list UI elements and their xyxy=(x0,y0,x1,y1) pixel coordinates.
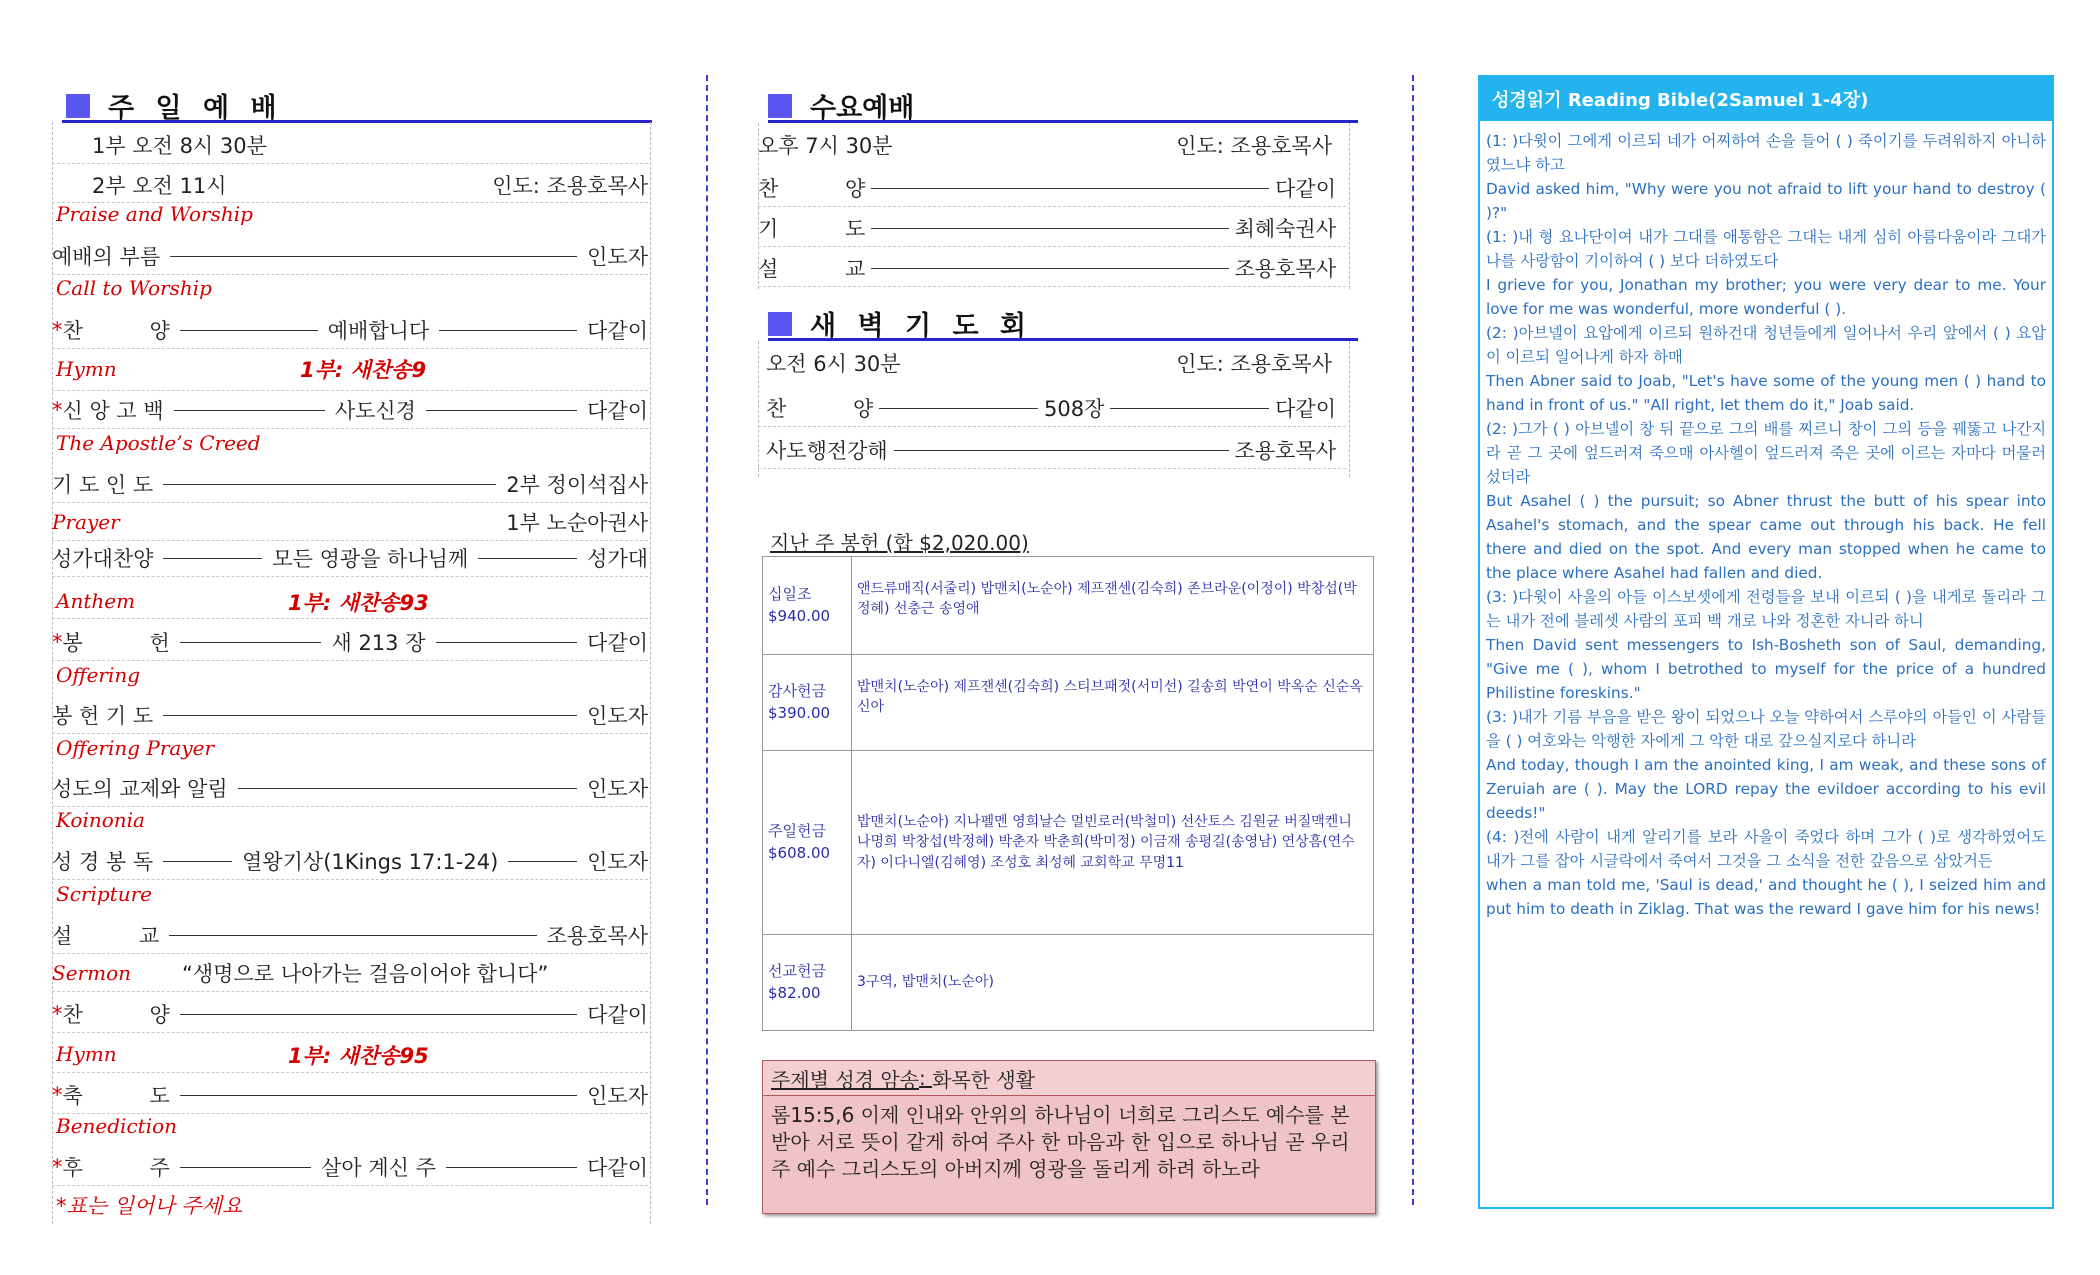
order-sermon: 설 교 조용호목사 xyxy=(52,917,648,954)
wed-row-sermon: 설 교 조용호목사 xyxy=(758,250,1346,287)
table-row: 주일헌금 $608.00 밥맨치(노순아) 지나펠멘 영희날슨 멀빈로러(박철미) 선산토스 김원균 버질맥켄니 나명희 박창섭(박정혜) 박춘자 박춘희(박미정) 이금재 송평길(송영남) 연상흠(연수자) 이다니엘(김혜영) 조성호 최성혜 교회학교 무명11 xyxy=(763,751,1374,935)
bible-paragraph: But Asahel ( ) the pursuit; so Abner thrust the butt of his spear into Asahel's stomach, and the spear came out through his back. He fell there and died on the spot. And every man stopped when he came to the place where Asahel had fallen and died. xyxy=(1486,492,2046,582)
dawn-row-acts: 사도행전강해 조용호목사 xyxy=(758,432,1346,469)
order-hymn-1: * 찬 양 예배합니다 다같이 xyxy=(52,312,648,349)
table-row: 감사헌금 $390.00 밥맨치(노순아) 제프잰센(김숙희) 스티브패젓(서미선) 길송희 박연이 박옥순 신순옥 신아 xyxy=(763,655,1374,751)
wed-row-hymn: 찬 양 다같이 xyxy=(758,170,1346,207)
order-prayer: 기 도 인 도 2부 정이석집사 xyxy=(52,466,648,503)
order-offering: * 봉 헌 새 213 장 다같이 xyxy=(52,624,648,661)
memory-verse-header: 주제별 성경 암송 : 화목한 생활 xyxy=(763,1061,1375,1096)
bible-paragraph: (3: )내가 기름 부음을 받은 왕이 되었으나 오늘 약하여서 스루야의 아들인 이 사람들을 ( ) 여호와는 악행한 자에게 그 악한 대로 갚으실지로다 하니라 xyxy=(1486,708,2046,750)
square-bullet-icon xyxy=(768,312,792,336)
eng-call-to-worship: Call to Worship xyxy=(56,276,212,300)
memory-verse-box xyxy=(762,1060,1376,1214)
bible-paragraph: (2: )그가 ( ) 아브넬이 창 뒤 끝으로 그의 배를 찌르니 창이 그의 등을 꿰뚫고 나간지라 곧 그 곳에 엎드러져 죽으매 아사헬이 엎드러져 죽은 곳에 이르는 자마다 머물러 섰더라 xyxy=(1486,420,2046,486)
table-row: 선교헌금 $82.00 3구역, 밥맨치(노순아) xyxy=(763,935,1374,1031)
bible-paragraph: Then David sent messengers to Ish-Bosheth son of Saul, demanding, "Give me ( ), whom I betrothed to myself for the price of a hundred Philistine foreskins." xyxy=(1486,636,2046,702)
order-koinonia: 성도의 교제와 알림 인도자 xyxy=(52,770,648,807)
stand-footnote: *표는 일어나 주세요 xyxy=(56,1194,243,1218)
bible-paragraph: when a man told me, 'Saul is dead,' and thought he ( ), I seized him and put him to death in Ziklag. That was the reward I gave him for his news! xyxy=(1486,876,2046,918)
table-row: 십일조 $940.00 앤드류매직(서줄리) 밥맨치(노순아) 제프잰센(김숙희) 존브라운(이정이) 박창섭(박정혜) 선충근 송영애 xyxy=(763,557,1374,655)
offering-title: 지난 주 봉헌 (합 $2,020.00) xyxy=(770,531,1029,555)
bible-paragraph: And today, though I am the anointed king, I am weak, and these sons of Zeruiah are ( ). May the LORD repay the evildoer according to his evil deeds!" xyxy=(1486,756,2046,822)
dawn-title: 새 벽 기 도 회 xyxy=(768,304,1032,343)
sunday-title: 주 일 예 배 xyxy=(66,86,283,125)
memory-verse-text: 롬15:5,6 이제 인내와 안위의 하나님이 너희로 그리스도 예수를 본받아 서로 뜻이 같게 하여 주사 한 마음과 한 입으로 하나님 곧 우리 주 예수 그리스도의 아버지께 영광을 돌리게 하려 하노라 xyxy=(771,1103,1350,1181)
hymn-1-note: 1부: 새찬송9 xyxy=(300,358,427,382)
dawn-row-time: 오전 6시 30분 인도: 조용호목사 xyxy=(766,352,1332,376)
order-postlude: * 후 주 살아 계신 주 다같이 xyxy=(52,1149,648,1186)
wed-row-time: 오후 7시 30분 인도: 조용호목사 xyxy=(758,134,1332,158)
bible-paragraph: (3: )다윗이 사울의 아들 이스보셋에게 전령들을 보내 이르되 ( )을 내게로 돌리라 그는 내가 전에 블레셋 사람의 포피 백 개로 나와 정혼한 자니라 하니 xyxy=(1486,588,2046,630)
service-time-1: 1부 오전 8시 30분 xyxy=(52,127,648,164)
order-creed: * 신 앙 고 백 사도신경 다같이 xyxy=(52,392,648,429)
wednesday-title: 수요예배 xyxy=(768,86,914,125)
order-anthem: 성가대찬양 모든 영광을 하나님께 성가대 xyxy=(52,540,648,577)
bible-paragraph: (1: )다윗이 그에게 이르되 네가 어찌하여 손을 들어 ( ) 죽이기를 두려워하지 아니하였느냐 하고 xyxy=(1486,132,2046,174)
anthem-note: 1부: 새찬송93 xyxy=(288,591,429,615)
bible-paragraph: I grieve for you, Jonathan my brother; you were very dear to me. Your love for me was wonderful, more wonderful ( ). xyxy=(1486,276,2046,318)
reading-bible-text xyxy=(1480,121,2052,921)
eng-scripture: Scripture xyxy=(56,882,152,906)
eng-offering-prayer: Offering Prayer xyxy=(56,736,215,760)
order-sermon-sub: Sermon “생명으로 나아가는 걸음이어야 합니다” xyxy=(52,955,648,992)
eng-creed: The Apostle’s Creed xyxy=(56,431,261,455)
reading-bible-header: 성경읽기 Reading Bible(2Samuel 1-4장) xyxy=(1480,77,2052,121)
hymn-2-note: 1부: 새찬송95 xyxy=(288,1044,429,1068)
order-scripture: 성 경 봉 독 열왕기상(1Kings 17:1-24) 인도자 xyxy=(52,843,648,880)
dawn-row-hymn: 찬 양 508장 다같이 xyxy=(758,390,1346,427)
column-divider-2 xyxy=(1412,75,1414,1205)
eng-koinonia: Koinonia xyxy=(56,808,145,832)
eng-anthem: Anthem xyxy=(56,589,136,613)
praise-worship-label: Praise and Worship xyxy=(56,202,253,226)
bible-paragraph: Then Abner said to Joab, "Let's have some of the young men ( ) hand to hand in front of us." "All right, let them do it," Joab said. xyxy=(1486,372,2046,414)
eng-benediction: Benediction xyxy=(56,1114,178,1138)
order-benediction: * 축 도 인도자 xyxy=(52,1077,648,1114)
wed-row-prayer: 기 도 최혜숙권사 xyxy=(758,210,1346,247)
order-offering-prayer: 봉 헌 기 도 인도자 xyxy=(52,697,648,734)
sermon-title: “생명으로 나아가는 걸음이어야 합니다” xyxy=(182,962,549,986)
reading-bible-section xyxy=(1478,75,2054,1209)
square-bullet-icon xyxy=(66,94,90,118)
bible-paragraph: David asked him, "Why were you not afraid to lift your hand to destroy ( )?" xyxy=(1486,180,2046,222)
bible-paragraph: (1: )내 형 요나단이여 내가 그대를 애통함은 그대는 내게 심히 아름다움이라 그대가 나를 사랑함이 기이하여 ( ) 보다 더하였도다 xyxy=(1486,228,2046,270)
eng-offering: Offering xyxy=(56,663,141,687)
service-time-2: 2부 오전 11시 인도: 조용호목사 xyxy=(92,174,648,198)
bible-paragraph: (2: )아브넬이 요압에게 이르되 원하건대 청년들에게 일어나서 우리 앞에서 ( ) 요압이 이르되 일어나게 하자 하매 xyxy=(1486,324,2046,366)
eng-hymn-2: Hymn xyxy=(56,1042,117,1066)
order-hymn-2: * 찬 양 다같이 xyxy=(52,996,648,1033)
eng-hymn-1: Hymn xyxy=(56,357,117,381)
offering-table xyxy=(762,556,1374,1031)
square-bullet-icon xyxy=(768,94,792,118)
bible-paragraph: (4: )전에 사람이 내게 알리기를 보라 사울이 죽었다 하며 그가 ( )로 생각하였어도 내가 그를 잡아 시글락에서 죽여서 그것을 그 소식을 전한 갚음으로 삼았거든 xyxy=(1486,828,2046,870)
order-call-to-worship: 예배의 부름 인도자 xyxy=(52,238,648,275)
order-prayer-sub: Prayer 1부 노순아권사 xyxy=(52,504,648,541)
column-divider-1 xyxy=(706,75,708,1205)
